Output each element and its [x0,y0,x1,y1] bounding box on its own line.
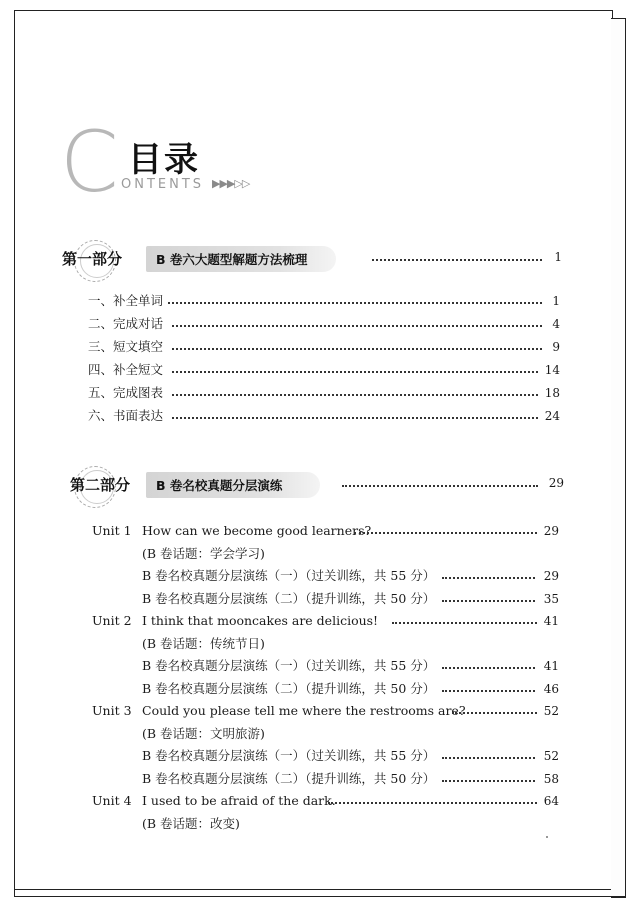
unit-title: I used to be afraid of the dark. [142,792,339,810]
dot-leader [172,394,538,396]
unit-topic: (B 卷话题：文明旅游) [142,725,442,743]
book-spine [611,18,626,898]
dot-leader [342,485,538,487]
page-title: 目录 [128,140,200,180]
unit-label: Unit 4 [92,793,132,808]
page-number: 52 [543,704,559,718]
page-number: 1 [554,250,562,264]
contents-big-c: C [60,113,119,211]
dot-leader [392,622,537,624]
toc-entry[interactable] [88,292,560,310]
unit-title: Could you please tell me where the restrooms are? [142,702,469,720]
page-number: 29 [548,476,564,490]
toc-entry[interactable] [88,361,560,379]
unit-entry[interactable] [92,702,559,720]
dot-leader [164,302,542,304]
toc-entry[interactable] [88,315,560,333]
page-number: 1 [552,294,560,308]
dot-leader [442,667,535,669]
page-number: 24 [544,409,560,423]
dot-leader [442,577,535,579]
page-number: 29 [543,569,559,583]
page-number: 46 [543,682,559,696]
dot-leader [372,259,542,261]
page-number: 18 [544,386,560,400]
page-number: 14 [544,363,560,377]
unit-title: I think that mooncakes are delicious! [142,612,381,630]
unit-entry[interactable] [92,792,559,810]
print-speck [546,836,548,838]
dot-leader [442,780,535,782]
toc-entry-label: 四、补全短文 [88,361,166,379]
toc-entry-label: 一、补全单词 [88,292,166,310]
unit-topic: (B 卷话题：改变) [142,815,442,833]
drill-entry[interactable] [142,680,559,698]
page-subtitle: ONTENTS [121,177,205,192]
page-number: 64 [543,794,559,808]
dot-leader [172,348,542,350]
unit-label: Unit 1 [92,523,132,538]
unit-entry[interactable] [92,522,559,540]
drill-label: B 卷名校真题分层演练（一）（过关训练，共 55 分） [142,747,438,765]
dot-leader [328,802,537,804]
drill-entry[interactable] [142,657,559,675]
page-number: 29 [543,524,559,538]
toc-entry[interactable] [88,384,560,402]
dot-leader [172,371,538,373]
unit-label: Unit 2 [92,613,132,628]
dot-leader [452,712,537,714]
page-number: 9 [552,340,560,354]
dot-leader [172,325,542,327]
page-number: 41 [543,659,559,673]
dot-leader [172,417,538,419]
drill-label: B 卷名校真题分层演练（二）（提升训练，共 50 分） [142,590,438,608]
toc-entry-label: 二、完成对话 [88,315,166,333]
drill-entry[interactable] [142,747,559,765]
section-part-label: 第一部分 [62,250,123,268]
page-number: 4 [552,317,560,331]
drill-label: B 卷名校真题分层演练（二）（提升训练，共 50 分） [142,680,438,698]
drill-entry[interactable] [142,770,559,788]
toc-entry-label: 六、书面表达 [88,407,166,425]
book-bottom-edge [14,888,626,897]
drill-label: B 卷名校真题分层演练（二）（提升训练，共 50 分） [142,770,438,788]
page-number: 35 [543,592,559,606]
page-number: 58 [543,772,559,786]
section-header-part2[interactable] [62,472,572,512]
unit-topic: (B 卷话题：学会学习) [142,545,442,563]
unit-topic: (B 卷话题：传统节日) [142,635,442,653]
section-title: B 卷六大题型解题方法梳理 [156,252,308,267]
drill-entry[interactable] [142,590,559,608]
dot-leader [442,690,535,692]
toc-entry[interactable] [88,407,560,425]
unit-entry[interactable] [92,612,559,630]
toc-entry-label: 五、完成图表 [88,384,166,402]
drill-label: B 卷名校真题分层演练（一）（过关训练，共 55 分） [142,567,438,585]
drill-entry[interactable] [142,567,559,585]
arrows-icon: ▶▶▶▷▷ [212,177,250,190]
drill-label: B 卷名校真题分层演练（一）（过关训练，共 55 分） [142,657,438,675]
unit-label: Unit 3 [92,703,132,718]
page-number: 52 [543,749,559,763]
dot-leader [442,757,535,759]
section-part-label: 第二部分 [70,476,131,494]
section-header-part1[interactable] [62,246,572,286]
page-number: 41 [543,614,559,628]
toc-entry-label: 三、短文填空 [88,338,166,356]
dot-leader [442,600,535,602]
unit-title: How can we become good learners? [142,522,374,540]
dot-leader [354,532,537,534]
section-title: B 卷名校真题分层演练 [156,478,283,493]
toc-entry[interactable] [88,338,560,356]
